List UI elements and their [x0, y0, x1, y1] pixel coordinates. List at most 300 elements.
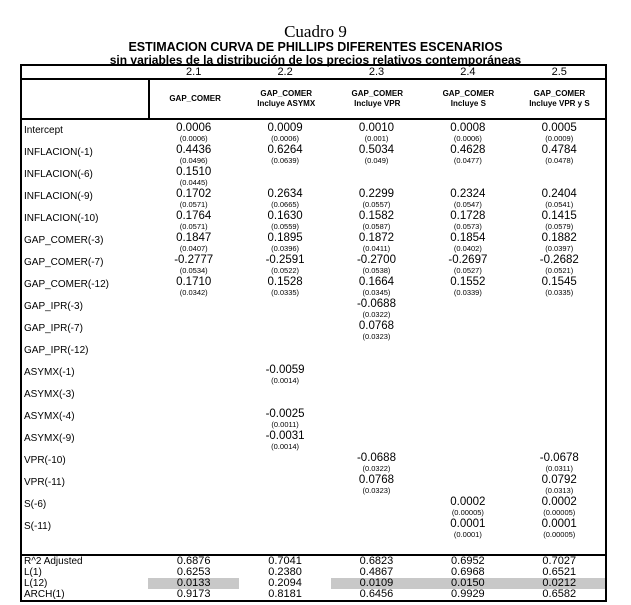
variable-label: GAP_COMER(-12) — [24, 279, 110, 290]
coefficient-value — [514, 364, 605, 376]
table-row — [22, 364, 605, 386]
coefficient-value: 0.1854 — [450, 232, 486, 244]
coefficient-cell — [239, 386, 330, 408]
column-header-row — [22, 80, 605, 120]
coefficient-cell — [239, 430, 330, 452]
coefficient-cell — [422, 232, 513, 254]
coefficient-value: -0.0031 — [265, 430, 305, 442]
standard-error: (0.0335) — [545, 288, 574, 297]
coefficient-cell — [331, 342, 422, 364]
coefficient-value — [239, 474, 330, 486]
table-row — [22, 518, 605, 540]
standard-error: (0.0345) — [362, 288, 391, 297]
standard-error — [514, 376, 605, 386]
stat-value: 0.6521 — [542, 566, 577, 578]
coefficient-cell — [148, 408, 239, 430]
coefficient-cell — [148, 386, 239, 408]
coefficient-value — [148, 386, 239, 398]
stat-value: 0.6456 — [359, 588, 394, 600]
coefficient-cell — [422, 188, 513, 210]
coefficient-value — [148, 408, 239, 420]
table-row — [22, 188, 605, 210]
column-number-row — [22, 66, 605, 80]
coefficient-cell — [331, 386, 422, 408]
coefficient-value — [422, 320, 513, 332]
standard-error — [239, 332, 330, 342]
coefficient-cell — [331, 496, 422, 518]
coefficient-cell — [239, 474, 330, 496]
coefficient-value — [422, 166, 513, 178]
variable-label: VPR(-11) — [24, 477, 65, 488]
coefficient-value: -0.2700 — [356, 254, 396, 266]
coefficient-value — [148, 452, 239, 464]
standard-error: (0.0559) — [271, 222, 300, 231]
coefficient-value: 0.1528 — [267, 276, 303, 288]
coefficient-cell — [422, 276, 513, 298]
coefficient-cell — [422, 386, 513, 408]
standard-error — [422, 398, 513, 408]
table-row — [22, 144, 605, 166]
coefficient-cell — [148, 430, 239, 452]
coefficient-cell — [239, 122, 330, 144]
standard-error: (0.0587) — [362, 222, 391, 231]
standard-error: (0.0001) — [453, 530, 482, 539]
stat-value: 0.6968 — [451, 566, 485, 578]
stat-row — [22, 556, 605, 567]
stat-row — [22, 589, 605, 600]
table-row — [22, 320, 605, 342]
standard-error — [514, 310, 605, 320]
statistics-section — [22, 556, 605, 600]
coefficient-value — [514, 342, 605, 354]
coefficient-value — [148, 474, 239, 486]
coefficient-value: 0.0792 — [541, 474, 577, 486]
coefficient-value — [239, 298, 330, 310]
standard-error: (0.0009) — [545, 134, 574, 143]
column-number: 2.4 — [460, 66, 476, 78]
coefficient-value — [422, 452, 513, 464]
coefficient-value: 0.0008 — [450, 122, 486, 134]
coefficient-cell — [148, 188, 239, 210]
standard-error: (0.0541) — [545, 200, 574, 209]
coefficient-value — [331, 408, 422, 420]
coefficient-cell — [514, 474, 605, 496]
coefficient-value: 0.0768 — [358, 474, 395, 486]
stat-value: 0.9929 — [451, 588, 485, 600]
coefficient-value: 0.2634 — [267, 188, 303, 200]
coefficient-cell — [422, 474, 513, 496]
column-number: 2.5 — [551, 66, 567, 78]
coefficient-value — [239, 342, 330, 354]
coefficient-cell — [422, 166, 513, 188]
standard-error — [422, 310, 513, 320]
coefficient-value: 0.1882 — [541, 232, 577, 244]
variable-label: INFLACION(-9) — [24, 191, 93, 202]
column-header: GAP_COMER Incluye S — [442, 89, 495, 108]
coefficient-value: 0.1895 — [267, 232, 303, 244]
coefficient-value — [148, 298, 239, 310]
coefficient-cell — [331, 166, 422, 188]
table-row — [22, 254, 605, 276]
coefficient-cell — [331, 430, 422, 452]
standard-error: (0.0579) — [545, 222, 574, 231]
standard-error — [514, 354, 605, 364]
coefficient-value: 0.1510 — [176, 166, 212, 178]
standard-error — [148, 464, 239, 474]
coefficient-cell — [422, 364, 513, 386]
standard-error — [331, 530, 422, 540]
variable-label: ASYMX(-1) — [24, 367, 75, 378]
stat-value: 0.0109 — [331, 578, 422, 589]
coefficient-value — [148, 364, 239, 376]
standard-error: (0.0322) — [362, 464, 391, 473]
coefficient-cell — [514, 188, 605, 210]
stat-value: 0.8181 — [268, 588, 302, 600]
table-row — [22, 166, 605, 188]
standard-error: (0.0014) — [271, 376, 300, 385]
coefficient-cell — [148, 452, 239, 474]
standard-error — [331, 376, 422, 386]
standard-error: (0.0478) — [545, 156, 574, 165]
coefficient-cell — [239, 276, 330, 298]
coefficient-cell — [422, 452, 513, 474]
coefficient-value — [422, 386, 513, 398]
variable-label: S(-11) — [24, 521, 52, 532]
stat-label: R^2 Adjusted — [24, 556, 83, 567]
standard-error — [422, 332, 513, 342]
standard-error — [239, 398, 330, 408]
coefficient-cell — [148, 342, 239, 364]
stat-value: 0.6253 — [176, 566, 211, 578]
coefficient-cell — [148, 496, 239, 518]
standard-error: (0.0323) — [362, 486, 391, 495]
column-header: GAP_COMER Incluye VPR y S — [529, 89, 590, 108]
variable-label: VPR(-10) — [24, 455, 66, 466]
coefficient-cell — [514, 276, 605, 298]
standard-error: (0.001) — [364, 134, 389, 143]
standard-error: (0.0573) — [453, 222, 482, 231]
standard-error — [148, 420, 239, 430]
coefficient-value — [514, 298, 605, 310]
standard-error: (0.0521) — [545, 266, 574, 275]
coefficient-cell — [148, 210, 239, 232]
column-header: GAP_COMER Incluye ASYMX — [257, 89, 316, 108]
table-subtitle: ESTIMACION CURVA DE PHILLIPS DIFERENTES ESCENARIOS — [128, 40, 503, 54]
coefficient-value: -0.0025 — [265, 408, 305, 420]
standard-error: (0.00005) — [543, 530, 576, 539]
table-row — [22, 430, 605, 452]
coefficient-value: 0.2299 — [358, 188, 395, 200]
coefficient-cell — [422, 518, 513, 540]
standard-error — [514, 420, 605, 430]
coefficient-value — [148, 430, 239, 442]
coefficient-value — [148, 518, 239, 530]
coefficient-cell — [148, 232, 239, 254]
standard-error — [422, 376, 513, 386]
standard-error: (0.0477) — [453, 156, 482, 165]
standard-error — [331, 508, 422, 518]
standard-error: (0.0522) — [271, 266, 300, 275]
standard-error — [422, 464, 513, 474]
coefficient-cell — [514, 210, 605, 232]
standard-error — [239, 464, 330, 474]
table-row — [22, 386, 605, 408]
coefficient-cell — [514, 232, 605, 254]
standard-error — [148, 486, 239, 496]
variable-label: GAP_IPR(-12) — [24, 345, 89, 356]
coefficient-value — [514, 408, 605, 420]
variable-label: GAP_IPR(-3) — [24, 301, 83, 312]
coefficient-value — [514, 430, 605, 442]
coefficient-cell — [148, 298, 239, 320]
coefficient-value: -0.2682 — [539, 254, 579, 266]
coefficient-cell — [422, 430, 513, 452]
standard-error — [422, 178, 513, 188]
standard-error: (0.0014) — [271, 442, 300, 451]
table-row — [22, 298, 605, 320]
coefficient-cell — [239, 364, 330, 386]
coefficient-cell — [514, 452, 605, 474]
coefficient-cell — [331, 144, 422, 166]
coefficient-cell — [331, 452, 422, 474]
standard-error: (0.0445) — [179, 178, 208, 187]
coefficient-cell — [239, 408, 330, 430]
coefficient-value: 0.0005 — [541, 122, 577, 134]
coefficient-value: 0.1710 — [176, 276, 212, 288]
table-row — [22, 210, 605, 232]
coefficient-cell — [331, 188, 422, 210]
coefficient-value: -0.2777 — [174, 254, 214, 266]
coefficient-value: 0.1664 — [358, 276, 395, 288]
coefficient-value — [148, 320, 239, 332]
stat-value: 0.7041 — [268, 555, 302, 567]
coefficient-value: 0.0001 — [541, 518, 577, 530]
coefficient-cell — [239, 144, 330, 166]
standard-error — [239, 178, 330, 188]
coefficient-value: 0.0006 — [176, 122, 212, 134]
coefficient-cell — [331, 232, 422, 254]
standard-error: (0.0313) — [545, 486, 574, 495]
coefficient-cell — [422, 210, 513, 232]
standard-error: (0.00005) — [451, 508, 484, 517]
stat-value: 0.6952 — [451, 555, 485, 567]
standard-error — [331, 442, 422, 452]
standard-error: (0.0534) — [179, 266, 208, 275]
stat-row — [22, 567, 605, 578]
column-header: GAP_COMER Incluye VPR — [351, 89, 404, 108]
coefficient-value — [239, 386, 330, 398]
coefficient-cell — [422, 342, 513, 364]
coefficient-cell — [239, 298, 330, 320]
standard-error: (0.0402) — [453, 244, 482, 253]
standard-error — [331, 398, 422, 408]
coefficient-cell — [422, 496, 513, 518]
coefficient-value: -0.0688 — [356, 298, 396, 310]
coefficient-cell — [514, 364, 605, 386]
coefficient-cell — [514, 254, 605, 276]
standard-error — [514, 398, 605, 408]
coefficient-cell — [148, 276, 239, 298]
standard-error: (0.0411) — [362, 244, 391, 253]
coefficient-value: 0.4784 — [541, 144, 577, 156]
standard-error — [422, 420, 513, 430]
coefficient-value: 0.2324 — [450, 188, 486, 200]
standard-error: (0.0006) — [453, 134, 482, 143]
standard-error: (0.0571) — [179, 222, 208, 231]
coefficient-value — [331, 166, 422, 178]
standard-error: (0.0571) — [179, 200, 208, 209]
coefficient-cell — [514, 342, 605, 364]
standard-error: (0.0311) — [545, 464, 573, 473]
standard-error — [514, 178, 605, 188]
coefficient-cell — [239, 210, 330, 232]
standard-error: (0.0335) — [271, 288, 300, 297]
coefficient-cell — [331, 276, 422, 298]
coefficient-value: 0.1545 — [541, 276, 577, 288]
standard-error — [422, 486, 513, 496]
standard-error: (0.00005) — [543, 508, 576, 517]
regression-table — [20, 64, 607, 602]
standard-error — [239, 508, 330, 518]
coefficient-cell — [514, 430, 605, 452]
standard-error — [239, 354, 330, 364]
coefficient-value — [514, 320, 605, 332]
standard-error — [239, 310, 330, 320]
coefficient-cell — [422, 122, 513, 144]
column-number: 2.3 — [368, 66, 385, 78]
coefficient-value: 0.1847 — [176, 232, 212, 244]
table-row — [22, 232, 605, 254]
standard-error: (0.0006) — [179, 134, 208, 143]
coefficient-cell — [422, 254, 513, 276]
coefficient-value: 0.1552 — [450, 276, 486, 288]
coefficient-value — [331, 496, 422, 508]
coefficient-cell — [331, 518, 422, 540]
standard-error: (0.0342) — [179, 288, 208, 297]
variable-label: ASYMX(-9) — [24, 433, 75, 444]
coefficient-cell — [239, 496, 330, 518]
standard-error: (0.0496) — [179, 156, 208, 165]
standard-error — [148, 508, 239, 518]
standard-error — [239, 530, 330, 540]
table-title: Cuadro 9 — [284, 22, 347, 41]
coefficient-value: -0.2591 — [265, 254, 305, 266]
standard-error — [331, 420, 422, 430]
standard-error: (0.0323) — [362, 332, 391, 341]
standard-error — [148, 332, 239, 342]
coefficient-cell — [148, 320, 239, 342]
coefficient-cell — [239, 232, 330, 254]
coefficient-cell — [514, 518, 605, 540]
stat-value: 0.7027 — [542, 555, 577, 567]
variable-label: S(-6) — [24, 499, 47, 510]
coefficient-cell — [514, 386, 605, 408]
coefficient-cell — [148, 518, 239, 540]
coefficient-cell — [422, 408, 513, 430]
coefficient-value: -0.0678 — [539, 452, 579, 464]
coefficient-value: 0.6264 — [267, 144, 303, 156]
stat-value: 0.0212 — [514, 578, 605, 589]
coefficient-cell — [148, 166, 239, 188]
standard-error — [148, 376, 239, 386]
variable-label: GAP_IPR(-7) — [24, 323, 83, 334]
coefficient-cell — [514, 320, 605, 342]
standard-error — [239, 486, 330, 496]
coefficient-cell — [514, 408, 605, 430]
coefficient-value — [422, 474, 513, 486]
stat-label: ARCH(1) — [24, 589, 65, 600]
standard-error: (0.0639) — [271, 156, 300, 165]
standard-error: (0.0527) — [453, 266, 482, 275]
coefficient-cell — [514, 144, 605, 166]
coefficient-value — [148, 496, 239, 508]
coefficient-value: 0.0002 — [541, 496, 577, 508]
stat-value: 0.6582 — [542, 588, 577, 600]
stat-value: 0.2094 — [268, 577, 302, 589]
coefficient-value: 0.1728 — [450, 210, 486, 222]
coefficient-value — [422, 408, 513, 420]
stat-label: L(12) — [24, 578, 48, 589]
stat-row — [22, 578, 605, 589]
coefficient-value — [239, 452, 330, 464]
coefficient-cell — [331, 122, 422, 144]
variable-label: ASYMX(-3) — [24, 389, 75, 400]
coefficient-value — [422, 342, 513, 354]
coefficient-value: 0.1630 — [267, 210, 303, 222]
table-row — [22, 452, 605, 474]
coefficient-body — [22, 120, 605, 556]
coefficient-value: 0.4628 — [450, 144, 486, 156]
coefficient-value: 0.0002 — [450, 496, 486, 508]
coefficient-value: 0.1582 — [358, 210, 395, 222]
coefficient-cell — [514, 122, 605, 144]
coefficient-value — [331, 518, 422, 530]
coefficient-value: 0.5034 — [358, 144, 395, 156]
coefficient-value — [422, 430, 513, 442]
coefficient-value — [422, 364, 513, 376]
column-number: 2.1 — [186, 66, 202, 78]
column-header: GAP_COMER — [169, 94, 221, 103]
coefficient-cell — [514, 298, 605, 320]
standard-error — [514, 442, 605, 452]
stat-value: 0.9173 — [176, 588, 211, 600]
coefficient-cell — [331, 320, 422, 342]
standard-error — [148, 398, 239, 408]
variable-label: INFLACION(-10) — [24, 213, 99, 224]
standard-error: (0.0322) — [362, 310, 391, 319]
column-number: 2.2 — [277, 66, 293, 78]
standard-error: (0.0396) — [271, 244, 300, 253]
stat-value: 0.0133 — [148, 578, 239, 589]
coefficient-value: -0.0688 — [356, 452, 396, 464]
variable-label: GAP_COMER(-7) — [24, 257, 104, 268]
coefficient-cell — [331, 298, 422, 320]
coefficient-value: -0.2697 — [448, 254, 488, 266]
coefficient-value — [239, 166, 330, 178]
coefficient-cell — [148, 474, 239, 496]
coefficient-cell — [148, 254, 239, 276]
coefficient-cell — [239, 320, 330, 342]
stat-value: 0.6876 — [176, 555, 211, 567]
standard-error: (0.0397) — [545, 244, 574, 253]
stat-value: 0.2380 — [268, 566, 302, 578]
standard-error: (0.0665) — [271, 200, 300, 209]
standard-error — [148, 530, 239, 540]
standard-error: (0.0547) — [453, 200, 482, 209]
coefficient-cell — [331, 474, 422, 496]
stat-value: 0.0150 — [422, 578, 513, 589]
coefficient-cell — [239, 452, 330, 474]
